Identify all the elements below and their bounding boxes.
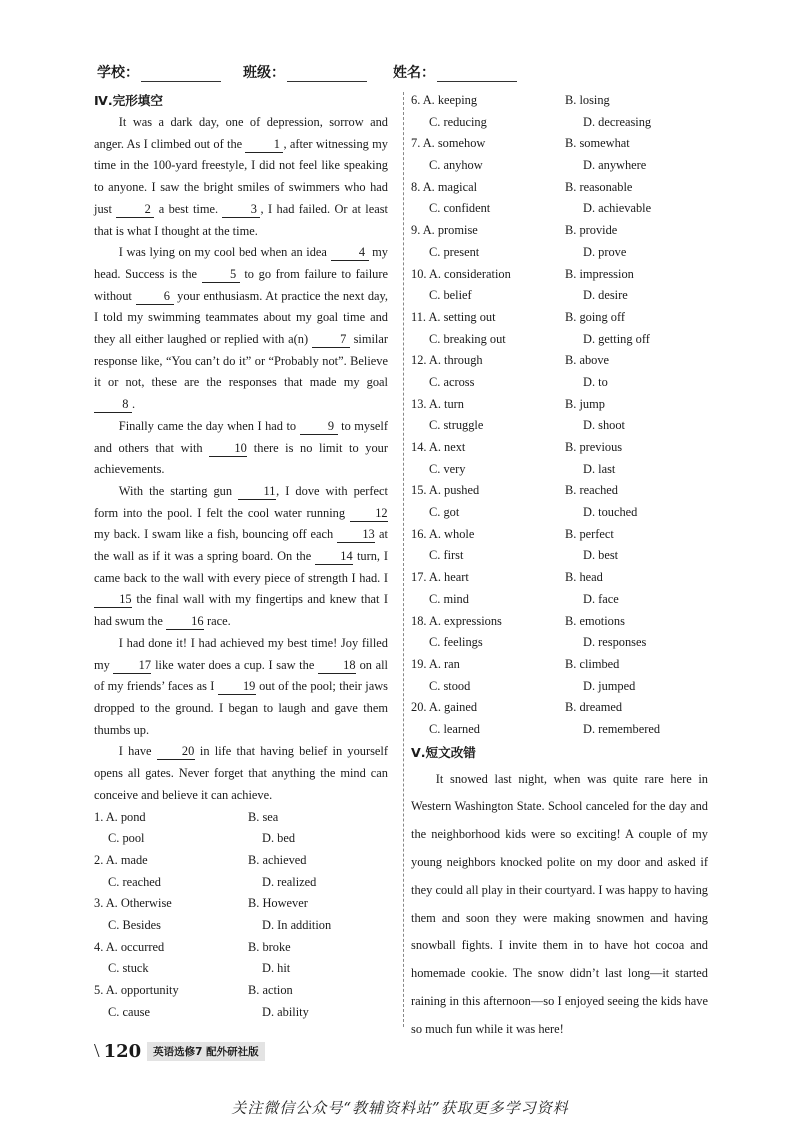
option-a: 3. A. Otherwise bbox=[94, 896, 172, 911]
option-d: D. jumped bbox=[583, 678, 636, 693]
right-option-row bbox=[411, 611, 708, 633]
footer-note: 关注微信公众号“教辅资料站”获取更多学习资料 bbox=[231, 1099, 569, 1117]
option-d: D. prove bbox=[583, 244, 627, 259]
option-b: B. perfect bbox=[565, 526, 614, 541]
option-d: D. touched bbox=[583, 505, 638, 520]
right-option-row bbox=[411, 437, 708, 459]
option-b: B. However bbox=[248, 896, 308, 911]
option-a: 12. A. through bbox=[411, 353, 483, 368]
option-c: C. very bbox=[429, 461, 466, 476]
option-c: C. got bbox=[429, 505, 460, 520]
blank-19: 19 bbox=[218, 679, 256, 695]
page-number: 120 bbox=[103, 1040, 142, 1062]
blank-1: 1 bbox=[245, 137, 283, 153]
passage-paragraph: With the starting gun 11, I dove with perfect form into the pool. I felt the cool water running 12 my back. I swam like a fish, bouncing off each 13 at the wall as if it was a spring board. On the 14 turn, I came back to the wall with every piece of strength I had. I 15 the final wall with my fingertips and knew that I had swum the 16 race. bbox=[94, 483, 389, 629]
option-b: B. impression bbox=[565, 266, 634, 281]
name-blank bbox=[437, 67, 517, 82]
right-option-row bbox=[411, 307, 708, 329]
school-blank bbox=[141, 67, 221, 82]
option-a: 16. A. whole bbox=[411, 526, 475, 541]
right-option-row bbox=[411, 394, 708, 416]
blank-10: 10 bbox=[209, 441, 247, 457]
page-footer-box bbox=[94, 1040, 265, 1062]
blank-2: 2 bbox=[116, 202, 154, 218]
option-a: 11. A. setting out bbox=[411, 309, 496, 324]
option-c: C. first bbox=[429, 548, 464, 563]
option-b: B. action bbox=[248, 983, 293, 997]
right-option-row bbox=[411, 220, 708, 242]
right-option-row bbox=[411, 459, 708, 481]
option-d: D. decreasing bbox=[583, 114, 652, 129]
option-d: D. last bbox=[583, 461, 616, 476]
right-option-row bbox=[411, 133, 708, 155]
option-c: C. reducing bbox=[429, 114, 487, 129]
left-option-row bbox=[94, 872, 388, 894]
option-a: 18. A. expressions bbox=[411, 613, 502, 628]
name-field bbox=[393, 62, 517, 82]
blank-9: 9 bbox=[300, 419, 338, 435]
option-d: D. hit bbox=[262, 961, 291, 976]
option-b: B. climbed bbox=[565, 656, 620, 671]
option-d: D. desire bbox=[583, 288, 628, 303]
option-b: B. provide bbox=[565, 223, 618, 238]
option-a: 13. A. turn bbox=[411, 396, 465, 411]
passage-paragraph: I have 20 in life that having belief in yourself opens all gates. Never forget that anything the mind can conceive and believe it can achieve. bbox=[94, 744, 388, 802]
option-a: 9. A. promise bbox=[411, 223, 478, 238]
option-c: C. belief bbox=[429, 288, 472, 303]
blank-4: 4 bbox=[331, 245, 369, 261]
option-a: 8. A. magical bbox=[411, 179, 478, 194]
option-c: C. breaking out bbox=[429, 331, 506, 346]
option-a: 14. A. next bbox=[411, 440, 466, 454]
left-option-row bbox=[94, 893, 388, 915]
passage-paragraph: It was a dark day, one of depression, sorrow and anger. As I climbed out of the 1 , after witnessing my time in the 100-yard freestyle, I did not feel like speaking to anyone. I saw the bright smiles of swimmers who had just 2 a best time. 3 , I had failed. Or at least that is what I thought at the time. bbox=[94, 115, 388, 238]
right-option-row bbox=[411, 264, 708, 286]
school-label: 学校： bbox=[97, 65, 139, 81]
option-d: D. to bbox=[583, 374, 608, 389]
option-b: B. emotions bbox=[565, 613, 625, 628]
error-correction-text: It snowed last night, when was quite rare here in Western Washington State. School canceled for the day and the neighborhood kids were so exciting! A couple of my young neighbors knocked polite on my door and asked if they could all play in their courtyard. I was happy to having them and soon they were making snowmen and having snowball fights. I invite them in to have hot cocoa and homemade cookie. The snow didn’t last long—it started raining in this afternoon—so I enjoyed seeing the kids have so much fun while it was here! bbox=[411, 771, 708, 1036]
cloze-passage bbox=[94, 112, 388, 807]
option-d: D. realized bbox=[262, 874, 317, 889]
option-a: 1. A. pond bbox=[94, 809, 146, 824]
option-c: C. across bbox=[429, 374, 475, 389]
option-b: B. above bbox=[565, 353, 610, 368]
column-divider bbox=[403, 92, 404, 1027]
option-c: C. Besides bbox=[108, 917, 162, 932]
option-b: B. reasonable bbox=[565, 179, 633, 194]
slash-mark: \ bbox=[94, 1039, 100, 1062]
blank-12: 12 bbox=[350, 506, 388, 522]
option-a: 4. A. occurred bbox=[94, 939, 165, 954]
left-option-row bbox=[94, 937, 388, 959]
right-option-row bbox=[411, 502, 708, 524]
option-b: B. going off bbox=[565, 309, 626, 324]
option-d: D. responses bbox=[583, 635, 647, 650]
option-b: B. achieved bbox=[248, 852, 307, 867]
option-d: D. best bbox=[583, 548, 619, 563]
name-label: 姓名： bbox=[393, 65, 435, 81]
right-option-row bbox=[411, 719, 708, 741]
option-d: D. bed bbox=[262, 831, 296, 846]
option-b: B. previous bbox=[565, 440, 623, 454]
option-b: B. broke bbox=[248, 939, 291, 954]
school-field bbox=[97, 62, 221, 82]
right-option-row bbox=[411, 285, 708, 307]
option-d: D. remembered bbox=[583, 721, 661, 736]
option-c: C. stood bbox=[429, 678, 471, 693]
option-d: D. In addition bbox=[262, 917, 332, 932]
right-option-row bbox=[411, 567, 708, 589]
blank-7: 7 bbox=[312, 332, 350, 348]
option-b: B. jump bbox=[565, 396, 605, 411]
right-option-row bbox=[411, 90, 708, 112]
option-c: C. stuck bbox=[108, 961, 149, 976]
section4-title: Ⅳ.完形填空 bbox=[94, 93, 163, 108]
book-label: 英语选修7 配外研社版 bbox=[147, 1042, 264, 1061]
blank-3: 3 bbox=[222, 202, 260, 218]
right-option-row bbox=[411, 676, 708, 698]
option-a: 2. A. made bbox=[94, 852, 148, 867]
option-a: 5. A. opportunity bbox=[94, 983, 179, 997]
blank-15: 15 bbox=[94, 592, 132, 608]
blank-5: 5 bbox=[202, 267, 240, 283]
right-option-row bbox=[411, 112, 708, 134]
blank-14: 14 bbox=[315, 549, 353, 565]
option-b: B. sea bbox=[248, 809, 279, 824]
left-option-row bbox=[94, 850, 388, 872]
class-field bbox=[243, 62, 367, 82]
right-option-row bbox=[411, 155, 708, 177]
right-column bbox=[411, 90, 708, 1044]
options-right bbox=[411, 90, 708, 741]
option-b: B. dreamed bbox=[565, 700, 623, 715]
option-c: C. mind bbox=[429, 591, 469, 606]
option-a: 17. A. heart bbox=[411, 570, 469, 585]
option-c: C. cause bbox=[108, 1004, 150, 1019]
option-a: 7. A. somehow bbox=[411, 136, 486, 151]
options-left bbox=[94, 807, 388, 1024]
left-option-row bbox=[94, 1002, 388, 1024]
left-option-row bbox=[94, 915, 388, 937]
right-option-row bbox=[411, 697, 708, 719]
blank-20: 20 bbox=[157, 744, 195, 760]
right-option-row bbox=[411, 350, 708, 372]
right-option-row bbox=[411, 415, 708, 437]
left-option-row bbox=[94, 958, 388, 980]
option-c: C. present bbox=[429, 244, 480, 259]
option-b: B. somewhat bbox=[565, 136, 630, 151]
left-option-row bbox=[94, 807, 388, 829]
option-a: 19. A. ran bbox=[411, 656, 460, 671]
right-option-row bbox=[411, 198, 708, 220]
blank-11: 11 bbox=[238, 484, 276, 500]
class-label: 班级： bbox=[243, 65, 285, 81]
left-option-row bbox=[94, 980, 388, 1002]
option-c: C. pool bbox=[108, 831, 145, 846]
right-option-row bbox=[411, 589, 708, 611]
left-column bbox=[94, 90, 388, 1023]
right-option-row bbox=[411, 329, 708, 351]
option-d: D. ability bbox=[262, 1004, 309, 1019]
blank-13: 13 bbox=[337, 527, 375, 543]
blank-18: 18 bbox=[318, 658, 356, 674]
option-c: C. learned bbox=[429, 721, 480, 736]
option-d: D. getting off bbox=[583, 331, 650, 346]
left-option-row bbox=[94, 828, 388, 850]
right-option-row bbox=[411, 242, 708, 264]
section5-title: Ⅴ.短文改错 bbox=[411, 744, 476, 760]
option-d: D. shoot bbox=[583, 418, 625, 433]
right-option-row bbox=[411, 524, 708, 546]
right-option-row bbox=[411, 632, 708, 654]
right-option-row bbox=[411, 177, 708, 199]
option-d: D. anywhere bbox=[583, 158, 647, 173]
option-c: C. anyhow bbox=[429, 158, 483, 173]
option-c: C. struggle bbox=[429, 418, 484, 433]
option-d: D. face bbox=[583, 591, 619, 606]
option-b: B. reached bbox=[565, 483, 618, 498]
option-d: D. achievable bbox=[583, 201, 652, 216]
right-option-row bbox=[411, 480, 708, 502]
blank-8: 8 bbox=[94, 397, 132, 413]
class-blank bbox=[287, 67, 367, 82]
option-a: 10. A. consideration bbox=[411, 266, 511, 281]
option-c: C. feelings bbox=[429, 635, 483, 650]
blank-6: 6 bbox=[136, 289, 174, 305]
option-b: B. head bbox=[565, 570, 603, 585]
right-option-row bbox=[411, 545, 708, 567]
option-c: C. reached bbox=[108, 874, 161, 889]
option-c: C. confident bbox=[429, 201, 491, 216]
right-option-row bbox=[411, 372, 708, 394]
option-a: 20. A. gained bbox=[411, 700, 478, 715]
option-b: B. losing bbox=[565, 93, 610, 107]
passage-paragraph: I had done it! I had achieved my best time! Joy filled my 17 like water does a cup. I saw the 18 on all of my friends’ faces as I 19 out of the pool; their jaws dropped to the ground. I began to laugh and gave them thumbs up. bbox=[94, 635, 388, 737]
option-a: 15. A. pushed bbox=[411, 483, 480, 498]
option-a: 6. A. keeping bbox=[411, 93, 478, 107]
passage-paragraph: Finally came the day when I had to 9 to myself and others that with 10 there is no limit to your achievements. bbox=[94, 418, 389, 477]
blank-17: 17 bbox=[113, 658, 151, 674]
blank-16: 16 bbox=[166, 614, 204, 630]
right-option-row bbox=[411, 654, 708, 676]
passage-paragraph: I was lying on my cool bed when an idea 4 my head. Success is the 5 to go from failure to failure without 6 your enthusiasm. At practice the next day, I told my swimming teammates about my goal time and they all either laughed or replied with a(n) 7 similar response like, “You can’t do it” or “Probably not”. Believe it or not, these are the responses that made my goal 8 . bbox=[94, 245, 389, 412]
